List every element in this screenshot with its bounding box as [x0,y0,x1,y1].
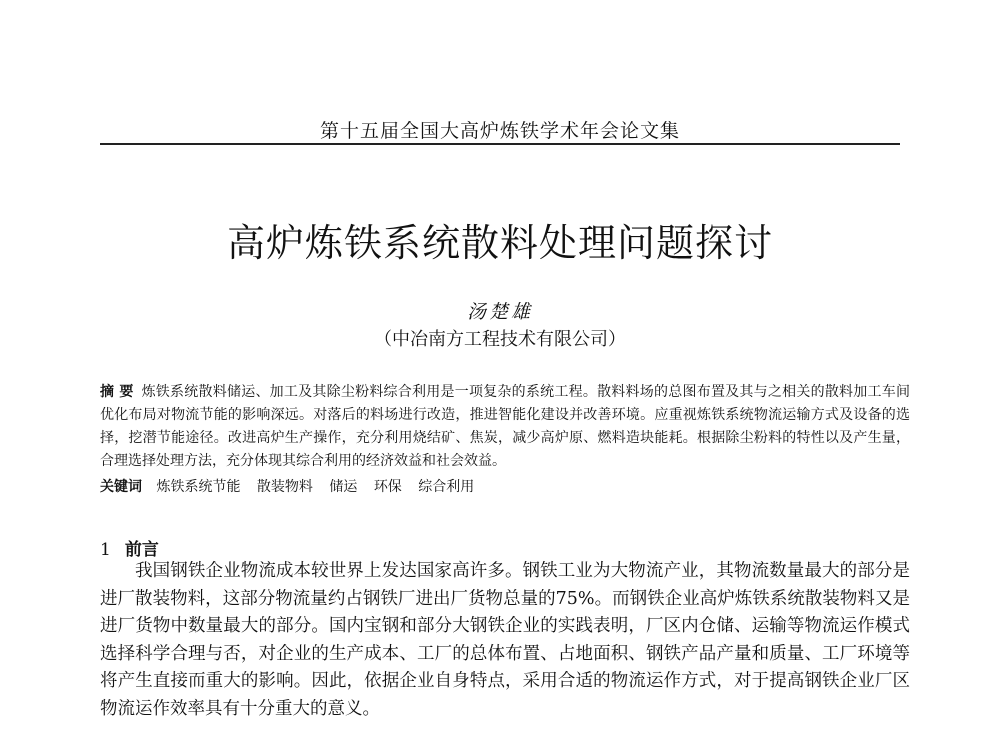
keyword-item: 综合利用 [418,479,475,495]
header-rule [100,143,900,145]
author-name: 汤楚雄 [466,301,533,323]
abstract-text: 炼铁系统散料储运、加工及其除尘粉料综合利用是一项复杂的系统工程。散料料场的总图布置及其与之相关的散料加工车间优化布局对物流节能的影响深远。对落后的料场进行改造，推进智能化建设并改善环境。应重视炼铁系统物流运输方式及设备的选择，挖潜节能途径。改进高炉生产操作，充分利用烧结矿、焦炭，减少高炉原、燃料造块能耗。根据除尘粉料的特性以及产生量，合理选择处理方法，充分体现其综合利用的经济效益和社会效益。 [100,384,910,469]
section-title: 前言 [124,540,159,560]
section-number: 1 [100,540,111,560]
keywords [100,476,910,499]
keyword-item: 散装物料 [256,479,313,495]
section-paragraph: 我国钢铁企业物流成本较世界上发达国家高许多。钢铁工业为大物流产业，其物流数量最大的部分是进厂散装物料，这部分物流量约占钢铁厂进出厂货物总量的75%。而钢铁企业高炉炼铁系统散装物料又是进厂货物中数量最大的部分。国内宝钢和部分大钢铁企业的实践表明，厂区内仓储、运输等物流运作模式选择科学合理与否，对企业的生产成本、工厂的总体布置、占地面积、钢铁产品产量和质量、工厂环境等将产生直接而重大的影响。因此，依据企业自身特点，采用合适的物流运作方式，对于提高钢铁企业厂区物流运作效率具有十分重大的意义。 [100,561,910,719]
running-header: 第十五届全国大高炉炼铁学术年会论文集 [319,120,680,142]
section-heading [100,535,159,560]
keywords-label: 关键词 [100,479,142,495]
keyword-item: 炼铁系统节能 [156,479,241,495]
keyword-item: 储运 [329,479,358,495]
abstract-label: 摘 要 [100,384,134,400]
author-affiliation: （中冶南方工程技术有限公司） [374,329,626,350]
keyword-item: 环保 [373,479,402,495]
paper-title: 高炉炼铁系统散料处理问题探讨 [226,221,773,265]
abstract [100,381,910,473]
